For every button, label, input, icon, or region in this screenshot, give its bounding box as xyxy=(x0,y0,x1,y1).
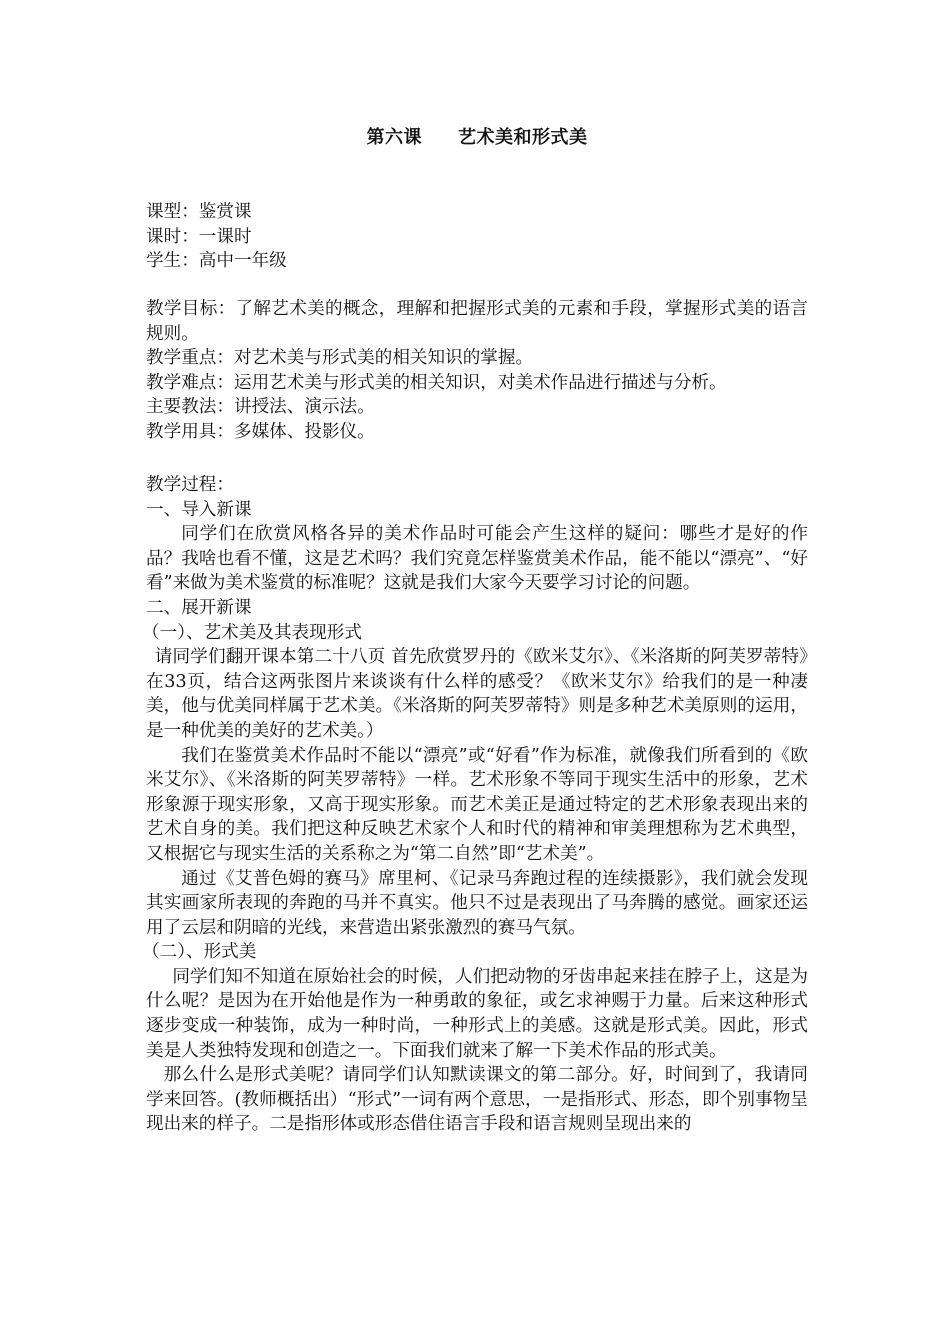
teaching-objective: 教学目标：了解艺术美的概念，理解和把握形式美的元素和手段，掌握形式美的语言规则。 xyxy=(146,299,808,344)
section-2-title: 二、展开新课 xyxy=(146,597,252,618)
subsection-1-paragraph-3: 通过《艾普色姆的赛马》席里柯、《记录马奔跑过程的连续摄影》，我们就会发现其实画家所表现的奔跑的马并不真实。他只不过是表现出了马奔腾的感觉。画家还运用了云层和阴暗的光线，来营造出紧张激烈的赛马气氛。 xyxy=(146,868,808,938)
subsection-2-paragraph-2: 那么什么是形式美呢？请同学们认知默读课文的第二部分。好，时间到了，我请同学来回答。(教师概括出）“形式”一词有两个意思，一是指形式、形态，即个别事物呈现出来的样子。二是指形体或形态借住语言手段和语言规则呈现出来的 xyxy=(146,1065,808,1135)
section-1-paragraph: 同学们在欣赏风格各异的美术作品时可能会产生这样的疑问：哪些才是好的作品？我啥也看不懂，这是艺术吗？我们究竟怎样鉴赏美术作品，能不能以“漂亮”、“好看”来做为美术鉴赏的标准呢？这就是我们大家今天要学习讨论的问题。 xyxy=(146,524,808,594)
teaching-process xyxy=(142,473,808,1137)
lesson-name: 艺术美和形式美 xyxy=(458,127,588,148)
subsection-1-title: （一）、艺术美及其表现形式 xyxy=(142,622,362,643)
lesson-hours: 课时：一课时 xyxy=(146,226,252,247)
page-title xyxy=(146,126,808,151)
teaching-key-point: 教学重点：对艺术美与形式美的相关知识的掌握。 xyxy=(146,348,534,369)
lesson-meta xyxy=(146,200,808,274)
subsection-2-title: （二）、形式美 xyxy=(142,942,257,963)
teaching-difficulty: 教学难点：运用艺术美与形式美的相关知识，对美术作品进行描述与分析。 xyxy=(146,372,727,393)
teaching-goals xyxy=(146,297,808,445)
subsection-1-paragraph-2: 我们在鉴赏美术作品时不能以“漂亮”或“好看”作为标准，就像我们所看到的《欧米艾尔》、《米洛斯的阿芙罗蒂特》一样。艺术形象不等同于现实生活中的形象，艺术形象源于现实形象，又高于现实形象。而艺术美正是通过特定的艺术形象表现出来的艺术自身的美。我们把这种反映艺术家个人和时代的精神和审美理想称为艺术典型，又根据它与现实生活的关系称之为“第二自然”即“艺术美”。 xyxy=(146,745,808,864)
subsection-2-paragraph-1: 同学们知不知道在原始社会的时候，人们把动物的牙齿串起来挂在脖子上，这是为什么呢？是因为在开始他是作为一种勇敢的象征，或乞求神赐于力量。后来这种形式逐步变成一种装饰，成为一种时尚，一种形式上的美感。这就是形式美。因此，形式美是人类独特发现和创造之一。下面我们就来了解一下美术作品的形式美。 xyxy=(146,966,808,1061)
lesson-students: 学生：高中一年级 xyxy=(146,251,287,272)
teaching-tools: 教学用具：多媒体、投影仪。 xyxy=(146,421,375,442)
lesson-number: 第六课 xyxy=(366,127,422,148)
teaching-methods: 主要教法：讲授法、演示法。 xyxy=(146,397,375,418)
subsection-1-paragraph-1: 请同学们翻开课本第二十八页 首先欣赏罗丹的《欧米艾尔》、《米洛斯的阿芙罗蒂特》在33页，结合这两张图片来谈谈有什么样的感受？《欧米艾尔》给我们的是一种凄美，他与优美同样属于艺术美。《米洛斯的阿芙罗蒂特》则是多种艺术美原则的运用，是一种优美的美好的艺术美。） xyxy=(146,647,808,741)
section-1-title: 一、导入新课 xyxy=(146,499,252,520)
process-heading: 教学过程： xyxy=(146,475,234,495)
lesson-type: 课型：鉴赏课 xyxy=(146,202,252,222)
